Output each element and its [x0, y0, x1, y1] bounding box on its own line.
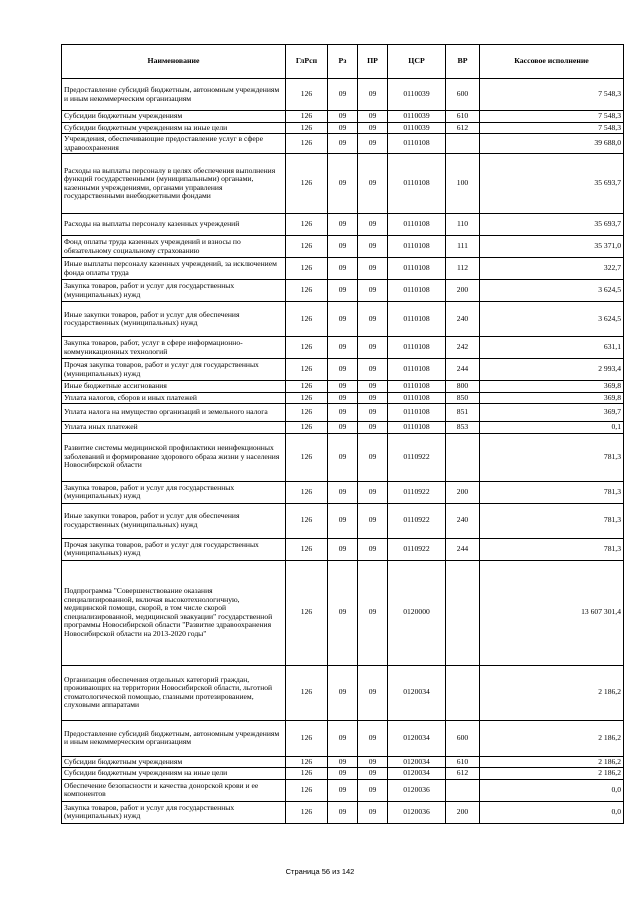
row-pr: 09: [358, 154, 388, 214]
table-row: [62, 154, 624, 214]
row-pr: 09: [358, 779, 388, 801]
row-csr: 0110108: [388, 280, 446, 302]
row-name: Закупка товаров, работ и услуг для государственных (муниципальных) нужд: [62, 481, 286, 503]
page-number: Страница 56 из 142: [285, 867, 355, 876]
row-csr: 0110039: [388, 111, 446, 123]
row-grp: 126: [286, 122, 328, 134]
row-rz: 09: [328, 214, 358, 236]
row-pr: 09: [358, 560, 388, 665]
row-amount: 35 371,0: [480, 236, 624, 258]
row-pr: 09: [358, 134, 388, 154]
row-pr: 09: [358, 538, 388, 560]
row-vr: 610: [446, 756, 480, 768]
row-name: Расходы на выплаты персоналу казенных учреждений: [62, 214, 286, 236]
row-grp: 126: [286, 302, 328, 337]
row-rz: 09: [328, 756, 358, 768]
row-vr: 200: [446, 280, 480, 302]
row-grp: 126: [286, 433, 328, 481]
row-name: Прочая закупка товаров, работ и услуг для государственных (муниципальных) нужд: [62, 538, 286, 560]
row-name: Субсидии бюджетным учреждениям: [62, 111, 286, 123]
row-amount: 0,0: [480, 779, 624, 801]
row-pr: 09: [358, 302, 388, 337]
row-vr: 850: [446, 392, 480, 404]
row-csr: 0110108: [388, 258, 446, 280]
row-pr: 09: [358, 404, 388, 422]
row-grp: 126: [286, 801, 328, 823]
header-vr: ВР: [446, 45, 480, 79]
row-name: Обеспечение безопасности и качества донорской крови и ее компонентов: [62, 779, 286, 801]
table-row: [62, 538, 624, 560]
row-pr: 09: [358, 503, 388, 538]
row-amount: 3 624,5: [480, 280, 624, 302]
row-grp: 126: [286, 154, 328, 214]
row-grp: 126: [286, 538, 328, 560]
row-vr: 100: [446, 154, 480, 214]
row-name: Прочая закупка товаров, работ и услуг для государственных (муниципальных) нужд: [62, 359, 286, 381]
row-vr: 800: [446, 381, 480, 393]
row-vr: 244: [446, 359, 480, 381]
row-amount: 369,8: [480, 392, 624, 404]
header-grp: ГлРсп: [286, 45, 328, 79]
row-amount: 2 186,2: [480, 756, 624, 768]
row-vr: 853: [446, 422, 480, 434]
row-name: Закупка товаров, работ и услуг для государственных (муниципальных) нужд: [62, 280, 286, 302]
row-rz: 09: [328, 280, 358, 302]
row-name: Уплата налога на имущество организаций и земельного налога: [62, 404, 286, 422]
row-csr: 0110039: [388, 79, 446, 111]
row-name: Иные выплаты персоналу казенных учреждений, за исключением фонда оплаты труда: [62, 258, 286, 280]
row-csr: 0110108: [388, 154, 446, 214]
table-row: [62, 481, 624, 503]
row-rz: 09: [328, 665, 358, 720]
table-row: [62, 768, 624, 780]
row-rz: 09: [328, 154, 358, 214]
row-amount: 2 993,4: [480, 359, 624, 381]
row-vr: 612: [446, 122, 480, 134]
row-csr: 0110108: [388, 404, 446, 422]
row-amount: 369,7: [480, 404, 624, 422]
row-name: Иные бюджетные ассигнования: [62, 381, 286, 393]
row-vr: [446, 779, 480, 801]
row-vr: 244: [446, 538, 480, 560]
row-name: Субсидии бюджетным учреждениям на иные цели: [62, 122, 286, 134]
budget-table: [61, 44, 624, 824]
row-vr: [446, 433, 480, 481]
table-row: [62, 122, 624, 134]
table-row: [62, 236, 624, 258]
row-amount: 35 693,7: [480, 154, 624, 214]
table-row: [62, 79, 624, 111]
row-rz: 09: [328, 503, 358, 538]
row-vr: 110: [446, 214, 480, 236]
table-row: [62, 756, 624, 768]
row-pr: 09: [358, 258, 388, 280]
row-name: Развитие системы медицинской профилактики неинфекционных заболеваний и формирование здорового образа жизни у населения Новосибирской области: [62, 433, 286, 481]
row-pr: 09: [358, 79, 388, 111]
row-name: Закупка товаров, работ, услуг в сфере информационно-коммуникационных технологий: [62, 337, 286, 359]
row-csr: 0120036: [388, 801, 446, 823]
row-grp: 126: [286, 481, 328, 503]
row-grp: 126: [286, 337, 328, 359]
table-body: [62, 79, 624, 824]
row-grp: 126: [286, 381, 328, 393]
row-name: Закупка товаров, работ и услуг для государственных (муниципальных) нужд: [62, 801, 286, 823]
row-grp: 126: [286, 258, 328, 280]
row-amount: 0,1: [480, 422, 624, 434]
row-rz: 09: [328, 538, 358, 560]
row-amount: 369,8: [480, 381, 624, 393]
table-row: [62, 392, 624, 404]
row-vr: 111: [446, 236, 480, 258]
row-csr: 0110108: [388, 392, 446, 404]
row-vr: 600: [446, 79, 480, 111]
row-csr: 0120000: [388, 560, 446, 665]
row-amount: 3 624,5: [480, 302, 624, 337]
row-rz: 09: [328, 404, 358, 422]
row-vr: 240: [446, 302, 480, 337]
row-amount: 781,3: [480, 433, 624, 481]
row-grp: 126: [286, 503, 328, 538]
table-row: [62, 720, 624, 756]
row-vr: 610: [446, 111, 480, 123]
row-name: Организация обеспечения отдельных категорий граждан, проживающих на территории Новосибирской области, льготной стоматологической помощью, глазными протезированием, слуховыми аппаратами: [62, 665, 286, 720]
row-vr: 200: [446, 481, 480, 503]
row-rz: 09: [328, 560, 358, 665]
row-csr: 0120034: [388, 720, 446, 756]
header-rz: Рз: [328, 45, 358, 79]
table-header-row: [62, 45, 624, 79]
header-csr: ЦСР: [388, 45, 446, 79]
row-pr: 09: [358, 801, 388, 823]
row-vr: [446, 665, 480, 720]
table-row: [62, 134, 624, 154]
row-vr: 612: [446, 768, 480, 780]
row-pr: 09: [358, 422, 388, 434]
table-row: [62, 258, 624, 280]
row-vr: [446, 134, 480, 154]
row-rz: 09: [328, 433, 358, 481]
row-grp: 126: [286, 404, 328, 422]
row-amount: 39 688,0: [480, 134, 624, 154]
row-grp: 126: [286, 134, 328, 154]
row-vr: 200: [446, 801, 480, 823]
row-grp: 126: [286, 560, 328, 665]
row-name: Иные закупки товаров, работ и услуг для обеспечения государственных (муниципальных) нужд: [62, 503, 286, 538]
row-csr: 0120036: [388, 779, 446, 801]
row-grp: 126: [286, 392, 328, 404]
row-rz: 09: [328, 422, 358, 434]
row-grp: 126: [286, 422, 328, 434]
row-csr: 0110922: [388, 503, 446, 538]
row-vr: 112: [446, 258, 480, 280]
table-row: [62, 337, 624, 359]
row-grp: 126: [286, 665, 328, 720]
table-row: [62, 302, 624, 337]
row-amount: 631,1: [480, 337, 624, 359]
row-grp: 126: [286, 280, 328, 302]
row-csr: 0120034: [388, 756, 446, 768]
row-grp: 126: [286, 111, 328, 123]
row-name: Иные закупки товаров, работ и услуг для обеспечения государственных (муниципальных) нужд: [62, 302, 286, 337]
row-name: Учреждения, обеспечивающие предоставление услуг в сфере здравоохранения: [62, 134, 286, 154]
row-name: Субсидии бюджетным учреждениям: [62, 756, 286, 768]
row-rz: 09: [328, 134, 358, 154]
row-rz: 09: [328, 768, 358, 780]
row-amount: 7 548,3: [480, 122, 624, 134]
row-rz: 09: [328, 302, 358, 337]
row-csr: 0110922: [388, 481, 446, 503]
row-rz: 09: [328, 381, 358, 393]
row-rz: 09: [328, 801, 358, 823]
row-grp: 126: [286, 236, 328, 258]
row-rz: 09: [328, 779, 358, 801]
row-pr: 09: [358, 337, 388, 359]
row-name: Подпрограмма "Совершенствование оказания специализированной, включая высокотехнологичную, медицинской помощи, скорой, в том числе скорой специализированной, медицинской эвакуации" государственной программы Новосибирской области "Развитие здравоохранения Новосибирской области на 2013-2020 годы": [62, 560, 286, 665]
table-row: [62, 422, 624, 434]
row-rz: 09: [328, 258, 358, 280]
row-csr: 0110108: [388, 381, 446, 393]
row-pr: 09: [358, 122, 388, 134]
row-grp: 126: [286, 779, 328, 801]
row-csr: 0110922: [388, 433, 446, 481]
row-amount: 13 607 301,4: [480, 560, 624, 665]
row-vr: 600: [446, 720, 480, 756]
header-pr: ПР: [358, 45, 388, 79]
table-row: [62, 280, 624, 302]
row-amount: 781,3: [480, 481, 624, 503]
row-amount: 2 186,2: [480, 768, 624, 780]
table-row: [62, 665, 624, 720]
row-name: Уплата иных платежей: [62, 422, 286, 434]
row-csr: 0120034: [388, 768, 446, 780]
table-row: [62, 560, 624, 665]
row-pr: 09: [358, 481, 388, 503]
row-pr: 09: [358, 768, 388, 780]
row-amount: 7 548,3: [480, 111, 624, 123]
row-pr: 09: [358, 433, 388, 481]
table-row: [62, 214, 624, 236]
row-csr: 0110108: [388, 134, 446, 154]
row-amount: 0,0: [480, 801, 624, 823]
row-pr: 09: [358, 280, 388, 302]
row-pr: 09: [358, 381, 388, 393]
table-row: [62, 779, 624, 801]
row-name: Субсидии бюджетным учреждениям на иные цели: [62, 768, 286, 780]
row-vr: [446, 560, 480, 665]
row-rz: 09: [328, 111, 358, 123]
row-csr: 0110922: [388, 538, 446, 560]
row-grp: 126: [286, 359, 328, 381]
row-name: Расходы на выплаты персоналу в целях обеспечения выполнения функций государственными (муниципальными) органами, казенными учреждениями, органами управления государственными внебюджетными фондами: [62, 154, 286, 214]
row-grp: 126: [286, 720, 328, 756]
row-vr: 242: [446, 337, 480, 359]
row-amount: 2 186,2: [480, 665, 624, 720]
row-name: Фонд оплаты труда казенных учреждений и взносы по обязательному социальному страхованию: [62, 236, 286, 258]
row-name: Предоставление субсидий бюджетным, автономным учреждениям и иным некоммерческим организациям: [62, 720, 286, 756]
table-row: [62, 433, 624, 481]
row-grp: 126: [286, 79, 328, 111]
table-row: [62, 381, 624, 393]
row-amount: 7 548,3: [480, 79, 624, 111]
row-amount: 2 186,2: [480, 720, 624, 756]
table-row: [62, 801, 624, 823]
row-rz: 09: [328, 481, 358, 503]
row-csr: 0110108: [388, 236, 446, 258]
row-csr: 0110108: [388, 359, 446, 381]
row-csr: 0110108: [388, 214, 446, 236]
row-vr: 851: [446, 404, 480, 422]
row-amount: 322,7: [480, 258, 624, 280]
row-name: Предоставление субсидий бюджетным, автономным учреждениям и иным некоммерческим организациям: [62, 79, 286, 111]
row-rz: 09: [328, 720, 358, 756]
row-csr: 0110108: [388, 337, 446, 359]
table-row: [62, 111, 624, 123]
row-pr: 09: [358, 756, 388, 768]
row-grp: 126: [286, 768, 328, 780]
row-rz: 09: [328, 337, 358, 359]
row-pr: 09: [358, 236, 388, 258]
row-grp: 126: [286, 756, 328, 768]
row-csr: 0110108: [388, 302, 446, 337]
row-rz: 09: [328, 359, 358, 381]
row-rz: 09: [328, 122, 358, 134]
table-row: [62, 359, 624, 381]
row-grp: 126: [286, 214, 328, 236]
row-csr: 0110108: [388, 422, 446, 434]
row-pr: 09: [358, 720, 388, 756]
row-csr: 0110039: [388, 122, 446, 134]
row-pr: 09: [358, 359, 388, 381]
row-csr: 0120034: [388, 665, 446, 720]
row-rz: 09: [328, 236, 358, 258]
row-pr: 09: [358, 665, 388, 720]
row-name: Уплата налогов, сборов и иных платежей: [62, 392, 286, 404]
row-rz: 09: [328, 392, 358, 404]
header-amount: Кассовое исполнение: [480, 45, 624, 79]
row-pr: 09: [358, 392, 388, 404]
row-rz: 09: [328, 79, 358, 111]
table-row: [62, 404, 624, 422]
header-name: Наименование: [62, 45, 286, 79]
table-row: [62, 503, 624, 538]
row-pr: 09: [358, 111, 388, 123]
row-vr: 240: [446, 503, 480, 538]
row-amount: 781,3: [480, 503, 624, 538]
row-pr: 09: [358, 214, 388, 236]
row-amount: 35 693,7: [480, 214, 624, 236]
row-amount: 781,3: [480, 538, 624, 560]
